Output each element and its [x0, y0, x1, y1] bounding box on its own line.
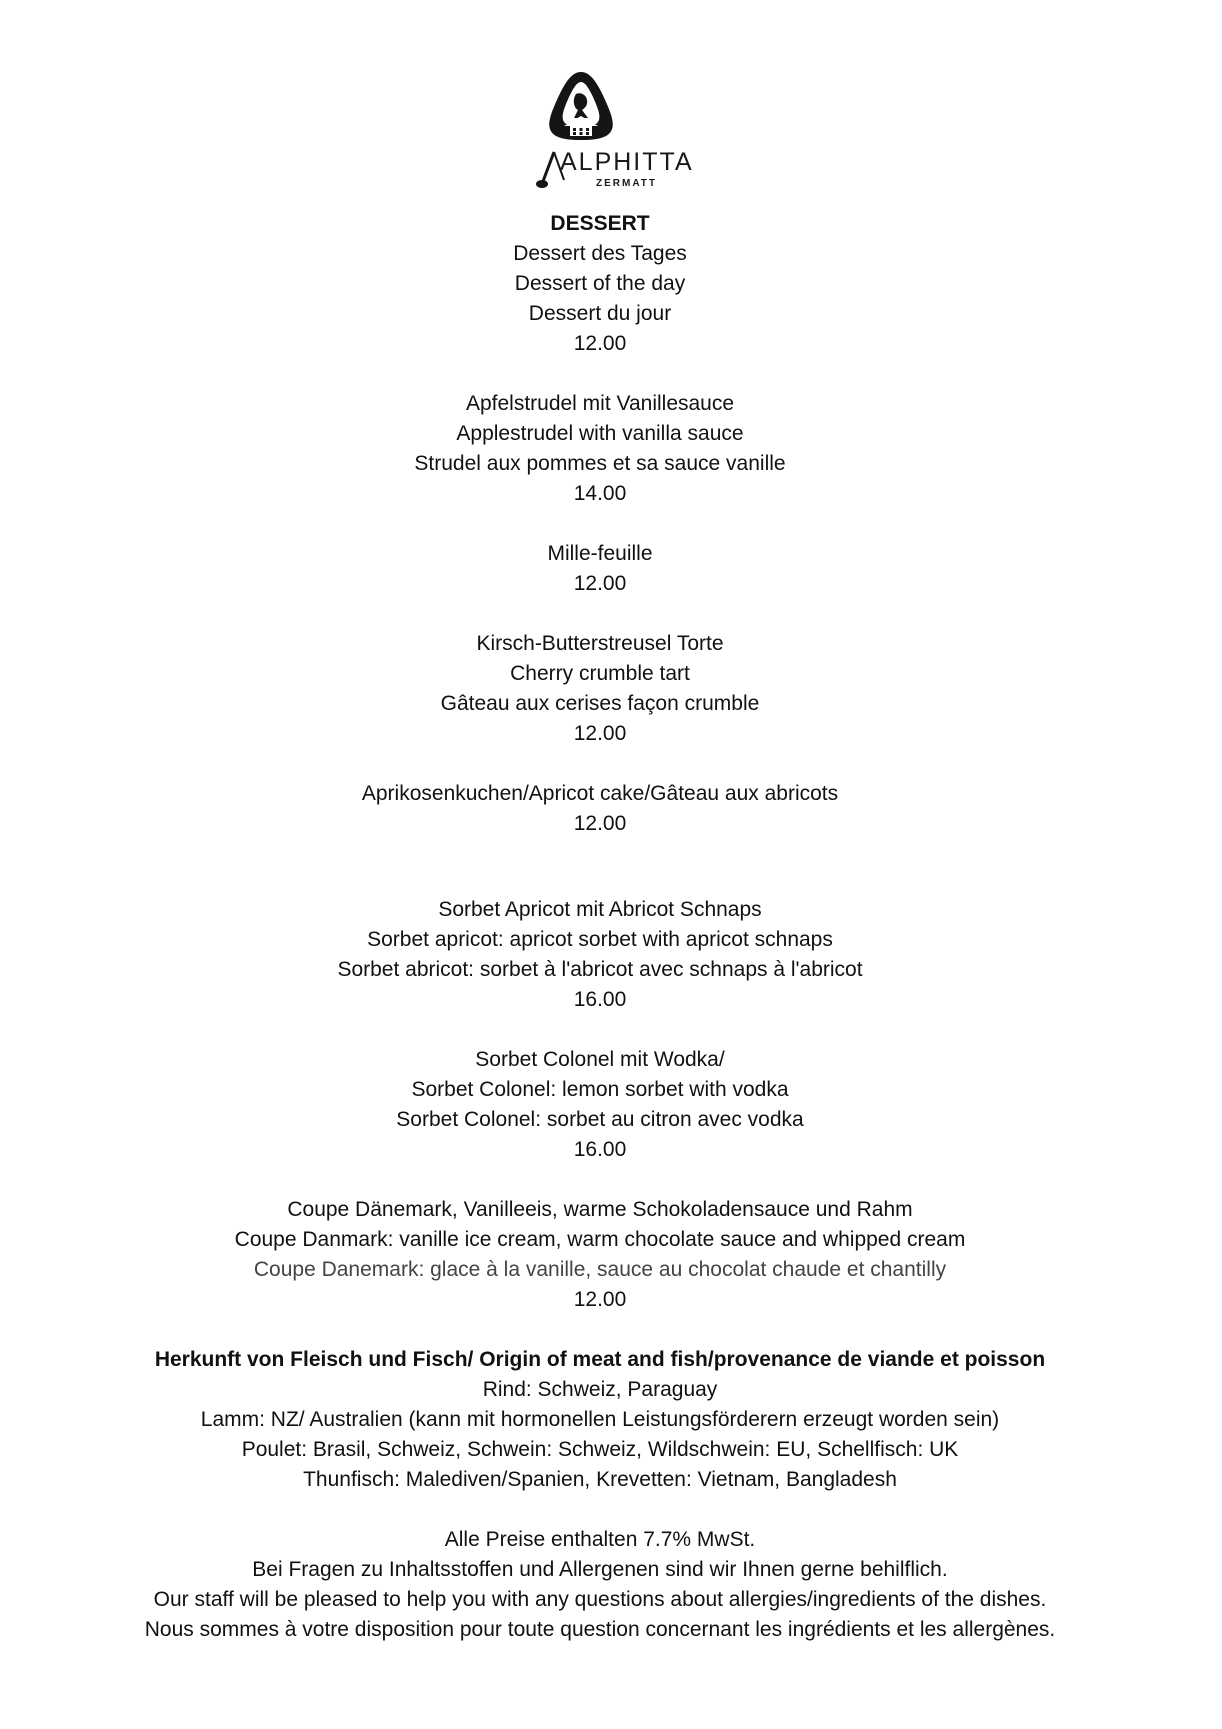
item-name-en: Coupe Danmark: vanille ice cream, warm chocolate sauce and whipped cream: [234, 1228, 966, 1251]
origin-line: Thunfisch: Malediven/Spanien, Krevetten: Vietnam, Bangladesh: [303, 1468, 897, 1491]
menu-item: [0, 779, 1200, 839]
menu-content: [0, 209, 1200, 1645]
item-price: 16.00: [573, 988, 627, 1011]
alphitta-logo: [536, 70, 694, 198]
origin-line: Rind: Schweiz, Paraguay: [482, 1378, 718, 1401]
item-name-de: Sorbet Apricot mit Abricot Schnaps: [438, 898, 762, 921]
item-price: 12.00: [573, 722, 627, 745]
item-name: Mille-feuille: [547, 542, 653, 565]
logo-wordmark: ALPHITTA: [560, 148, 694, 176]
item-name-en: Sorbet apricot: apricot sorbet with apricot schnaps: [367, 928, 833, 951]
menu-item: [0, 1195, 1200, 1315]
menu-item: [0, 1045, 1200, 1165]
notes-section: [0, 1525, 1200, 1645]
origin-line: Lamm: NZ/ Australien (kann mit hormonellen Leistungsförderern erzeugt worden sein): [200, 1408, 1000, 1431]
menu-item: [0, 629, 1200, 749]
menu-item: [0, 539, 1200, 599]
item-price: 12.00: [573, 1288, 627, 1311]
origin-heading: Herkunft von Fleisch und Fisch/ Origin of meat and fish/provenance de viande et poisson: [154, 1348, 1046, 1371]
item-name-en: Dessert of the day: [514, 272, 686, 295]
logo-subtitle: ZERMATT: [596, 178, 658, 189]
allergen-note-fr: Nous sommes à votre disposition pour toute question concernant les ingrédients et les allergènes.: [144, 1618, 1056, 1641]
item-name-de: Apfelstrudel mit Vanillesauce: [465, 392, 735, 415]
item-price: 14.00: [573, 482, 627, 505]
item-name-de: Kirsch-Butterstreusel Torte: [476, 632, 724, 655]
item-name-fr: Sorbet Colonel: sorbet au citron avec vodka: [396, 1108, 804, 1131]
item-name-en: Applestrudel with vanilla sauce: [456, 422, 744, 445]
item-name-de: Sorbet Colonel mit Wodka/: [475, 1048, 725, 1071]
item-name-fr: Strudel aux pommes et sa sauce vanille: [414, 452, 786, 475]
allergen-note-de: Bei Fragen zu Inhaltsstoffen und Allergenen sind wir Ihnen gerne behilflich.: [252, 1558, 948, 1581]
item-name-fr: Dessert du jour: [528, 302, 672, 325]
item-name-de: Coupe Dänemark, Vanilleeis, warme Schokoladensauce und Rahm: [287, 1198, 913, 1221]
menu-item: [0, 895, 1200, 1015]
menu-item: [0, 389, 1200, 509]
origin-section: [0, 1345, 1200, 1495]
item-price: 16.00: [573, 1138, 627, 1161]
item-price: 12.00: [573, 812, 627, 835]
item-name-de: Dessert des Tages: [513, 242, 687, 265]
alpine-hut-mountain-icon: [536, 70, 686, 150]
item-price: 12.00: [573, 572, 627, 595]
item-name-en: Cherry crumble tart: [510, 662, 690, 685]
item-name-en: Sorbet Colonel: lemon sorbet with vodka: [411, 1078, 789, 1101]
vat-note: Alle Preise enthalten 7.7% MwSt.: [444, 1528, 756, 1551]
allergen-note-en: Our staff will be pleased to help you with any questions about allergies/ingredients of the dishes.: [153, 1588, 1047, 1611]
section-title: DESSERT: [550, 212, 650, 235]
item-name-fr: Coupe Danemark: glace à la vanille, sauce au chocolat chaude et chantilly: [253, 1258, 947, 1281]
item-name-fr: Gâteau aux cerises façon crumble: [440, 692, 760, 715]
item-price: 12.00: [573, 332, 627, 355]
menu-item: [0, 239, 1200, 359]
item-name-fr: Sorbet abricot: sorbet à l'abricot avec schnaps à l'abricot: [337, 958, 863, 981]
origin-line: Poulet: Brasil, Schweiz, Schwein: Schweiz, Wildschwein: EU, Schellfisch: UK: [241, 1438, 959, 1461]
item-name: Aprikosenkuchen/Apricot cake/Gâteau aux abricots: [361, 782, 839, 805]
